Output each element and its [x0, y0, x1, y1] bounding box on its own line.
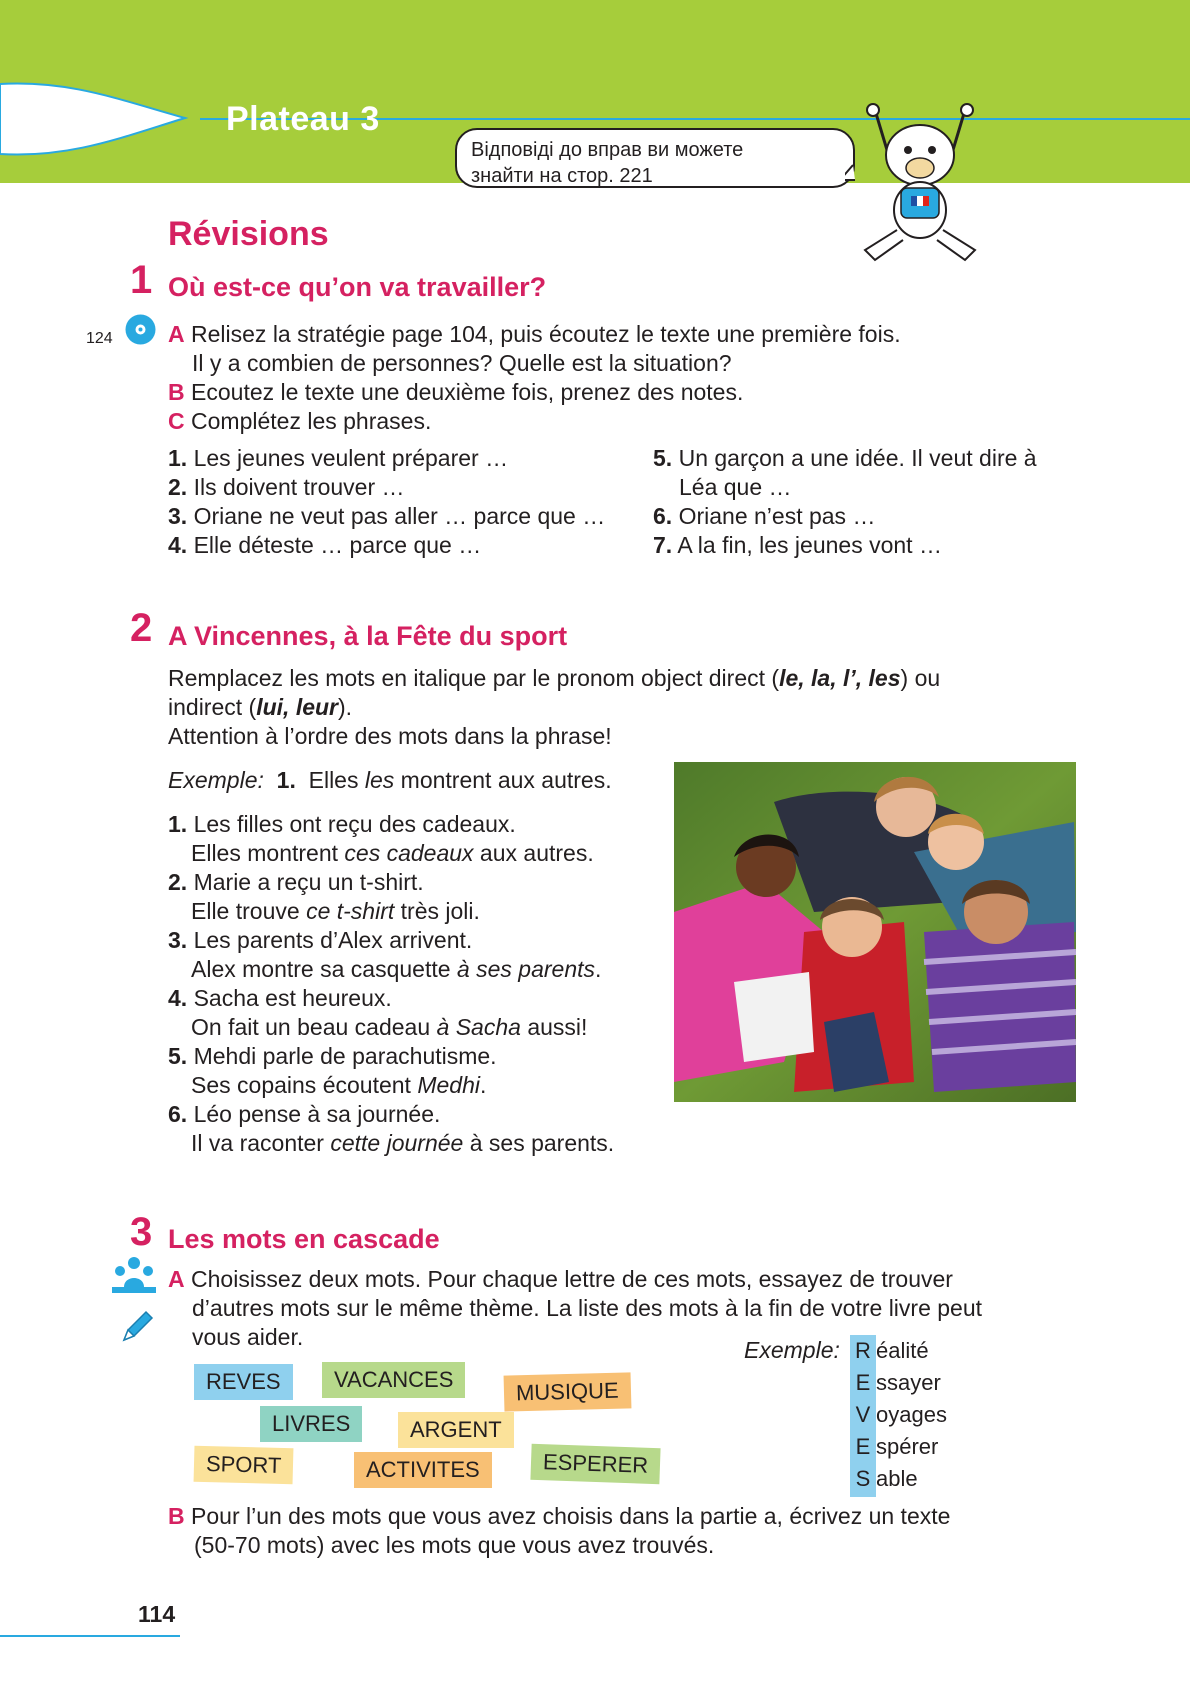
ex2-example: Exemple: 1. Elles les montrent aux autres.	[168, 767, 612, 793]
ex1-part-a	[168, 320, 901, 436]
list-item-continued: Léa que …	[679, 474, 792, 500]
ex1-b-text: Ecoutez le texte une deuxième fois, prenez des notes.	[191, 379, 744, 405]
word-tag-activites: ACTIVITES	[354, 1452, 492, 1488]
ex3-part-a: A Choisissez deux mots. Pour chaque lettre de ces mots, essayez de trouver d’autres mots sur le même thème. La liste des mots à la fin de votre livre peut vous aider.	[168, 1266, 983, 1350]
list-item: 6. Oriane n’est pas …	[653, 503, 876, 529]
page-title: Plateau 3	[226, 100, 380, 138]
exercise-title-2: A Vincennes, à la Fête du sport	[168, 621, 568, 651]
list-item: 5. Mehdi parle de parachutisme.	[168, 1043, 497, 1069]
part-label-b: B	[168, 379, 185, 405]
acrostic-row: S able	[855, 1466, 918, 1491]
exercise-number-2: 2	[130, 606, 153, 650]
list-item: 4. Sacha est heureux.	[168, 985, 392, 1011]
word-tag-argent: ARGENT	[398, 1412, 514, 1448]
list-item: 2. Ils doivent trouver …	[168, 474, 405, 500]
ex3-example-label: Exemple:	[744, 1337, 840, 1363]
pencil-writing-icon	[120, 1308, 156, 1344]
footer-line	[0, 1635, 180, 1637]
word-tag-reves: REVES	[194, 1364, 293, 1400]
photo-teens-on-grass	[674, 762, 1076, 1102]
ex2-items: 1. Les filles ont reçu des cadeaux. Elles montrent ces cadeaux aux autres. 2. Marie a reçu un t-shirt. Elle trouve ce t-shirt très joli. 3. Les parents d’Alex arrivent. Alex montre sa casquette à ses parents. 4. Sacha est heureux. On fait un beau cadeau à Sacha aussi! 5. Mehdi parle de parachutisme. Ses copains écoutent Medhi. 6. Léo pense à sa journée. Il va raconter cette journée à ses parents.	[168, 811, 615, 1156]
mascot-illustration	[845, 100, 995, 265]
cd-audio-icon	[124, 313, 157, 346]
list-item: 4. Elle déteste … parce que …	[168, 532, 482, 558]
acrostic-row: E ssayer	[855, 1370, 941, 1395]
list-item: 1. Les filles ont reçu des cadeaux.	[168, 811, 516, 837]
ex1-a-line-1: Relisez la stratégie page 104, puis écoutez le texte une première fois.	[191, 321, 901, 347]
exercise-number-1: 1	[130, 258, 153, 302]
list-item: 2. Marie a reçu un t-shirt.	[168, 869, 424, 895]
acrostic-row: R éalité	[855, 1338, 929, 1363]
header-tab-shape	[0, 80, 200, 160]
exercise-title-3: Les mots en cascade	[168, 1224, 440, 1254]
word-tag-esperer: ESPERER	[530, 1444, 660, 1484]
ex2-instructions: Remplacez les mots en italique par le pronom object direct (le, la, l’, les) ou indirect (lui, leur). Attention à l’ordre des mots dans la phrase!	[168, 665, 941, 749]
word-tag-livres: LIVRES	[260, 1406, 362, 1442]
bubble-line-1: Відповіді до вправ ви можете	[471, 139, 744, 161]
word-tag-musique: MUSIQUE	[504, 1372, 632, 1411]
page-number: 114	[138, 1601, 176, 1627]
acrostic-row: E spérer	[855, 1434, 939, 1459]
list-item: 3. Les parents d’Alex arrivent.	[168, 927, 473, 953]
list-item: 3. Oriane ne veut pas aller … parce que …	[168, 503, 606, 529]
ex1-c-text: Complétez les phrases.	[191, 408, 432, 434]
group-work-icon	[110, 1255, 158, 1295]
list-item: 7. A la fin, les jeunes vont …	[653, 532, 942, 558]
ex3-part-b: B Pour l’un des mots que vous avez choisis dans la partie a, écrivez un texte (50-70 mots) avec les mots que vous avez trouvés.	[168, 1503, 951, 1558]
ex1-a-line-2: Il y a combien de personnes? Quelle est la situation?	[192, 350, 732, 376]
list-item: 5. Un garçon a une idée. Il veut dire à	[653, 445, 1037, 471]
section-heading-revisions: Révisions	[168, 215, 329, 253]
bubble-line-2: знайти на стор. 221	[471, 165, 653, 187]
acrostic-row: V oyages	[855, 1402, 947, 1427]
part-label-c: C	[168, 408, 185, 434]
audio-track-number: 124	[86, 330, 113, 347]
word-tag-vacances: VACANCES	[322, 1362, 465, 1398]
ex1-items-left	[168, 444, 605, 560]
word-tag-sport: SPORT	[194, 1446, 294, 1485]
speech-bubble	[455, 128, 855, 188]
list-item: 1. Les jeunes veulent préparer …	[168, 445, 509, 471]
part-label-a: A	[168, 321, 185, 347]
exercise-title-1: Où est-ce qu’on va travailler?	[168, 272, 547, 302]
ex1-items-right	[653, 444, 1037, 560]
exercise-number-3: 3	[130, 1210, 153, 1254]
list-item: 6. Léo pense à sa journée.	[168, 1101, 441, 1127]
